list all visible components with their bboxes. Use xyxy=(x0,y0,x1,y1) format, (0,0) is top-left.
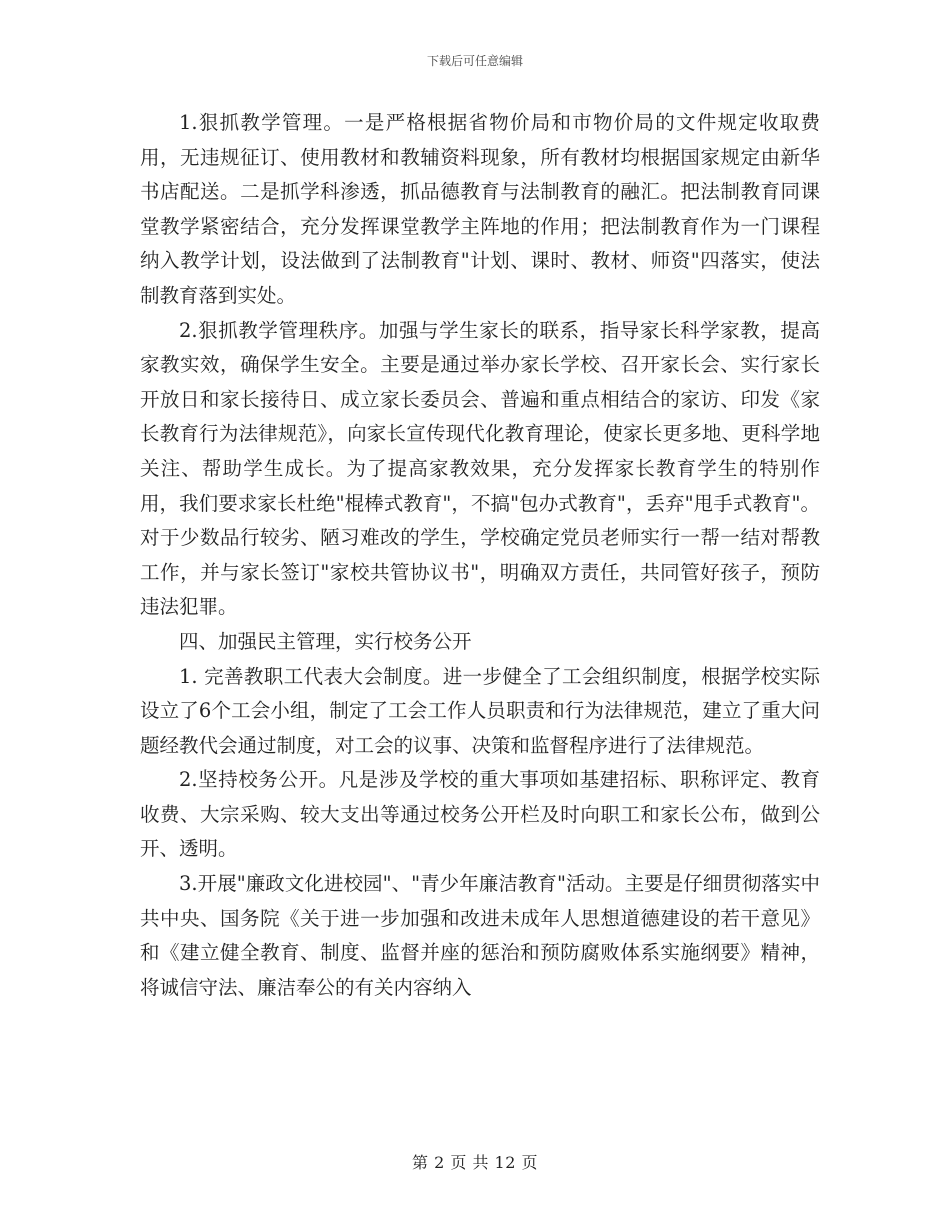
paragraph-integrity-culture: 3.开展"廉政文化进校园"、"青少年廉洁教育"活动。主要是仔细贯彻落实中共中央、国务院《关于进一步加强和改进未成年人思想道德建设的若干意见》和《建立健全教育、制度、监督并座的惩治和预防腐败体系实施纲要》精神，将诚信守法、廉洁奉公的有关内容纳入 xyxy=(140,872,820,999)
paragraph-affairs-disclosure: 2.坚持校务公开。凡是涉及学校的重大事项如基建招标、职称评定、教育收费、大宗采购、较大支出等通过校务公开栏及时向职工和家长公布，做到公开、透明。 xyxy=(140,768,820,861)
paragraph-staff-congress: 1. 完善教职工代表大会制度。进一步健全了工会组织制度，根据学校实际设立了6个工会小组，制定了工会工作人员职责和行为法律规范，建立了重大问题经教代会通过制度，对工会的议事、决策和监督程序进行了法律规范。 xyxy=(140,664,820,757)
document-body xyxy=(140,106,820,1005)
page-footer-number: 第 2 页 共 12 页 xyxy=(412,1153,538,1172)
paragraph-teaching-management: 1.狠抓教学管理。一是严格根据省物价局和市物价局的文件规定收取费用，无违规征订、使用教材和教辅资料现象，所有教材均根据国家规定由新华书店配送。二是抓学科渗透，抓品德教育与法制教育的融汇。把法制教育同课堂教学紧密结合，充分发挥课堂教学主阵地的作用；把法制教育作为一门课程纳入教学计划，设法做到了法制教育"计划、课时、教材、师资"四落实，使法制教育落到实处。 xyxy=(140,111,820,307)
section-heading-democratic-management: 四、加强民主管理，实行校务公开 xyxy=(179,629,472,653)
paragraph-teaching-order: 2.狠抓教学管理秩序。加强与学生家长的联系，指导家长科学家教，提高家教实效，确保学生安全。主要是通过举办家长学校、召开家长会、实行家长开放日和家长接待日、成立家长委员会、普遍和重点相结合的家访、印发《家长教育行为法律规范》，向家长宣传现代化教育理论，使家长更多地、更科学地关注、帮助学生成长。为了提高家教效果，充分发挥家长教育学生的特别作用，我们要求家长杜绝"棍棒式教育"，不搞"包办式教育"，丢弃"甩手式教育"。对于少数品行较劣、陋习难改的学生，学校确定党员老师实行一帮一结对帮教工作，并与家长签订"家校共管协议书"，明确双方责任，共同管好孩子，预防违法犯罪。 xyxy=(140,318,820,619)
page-header-note: 下载后可任意编辑 xyxy=(426,54,523,68)
